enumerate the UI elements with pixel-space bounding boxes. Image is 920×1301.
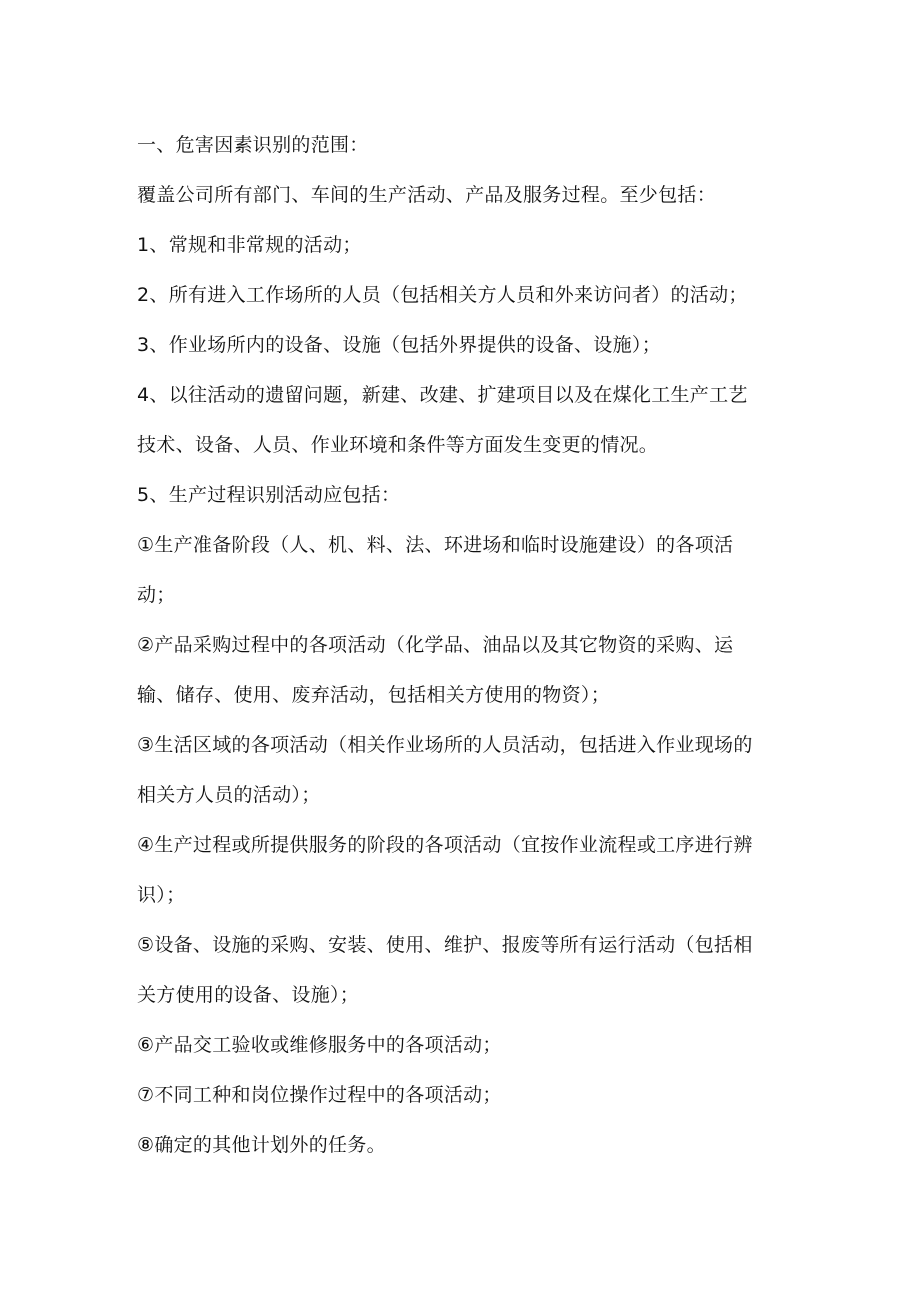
sub-item-3-line-1: ③生活区域的各项活动（相关作业场所的人员活动，包括进入作业现场的 <box>137 734 753 756</box>
sub-item-5-line-2: 关方使用的设备、设施）； <box>137 984 360 1006</box>
section-heading: 一、危害因素识别的范围： <box>137 134 369 156</box>
list-item-5: 5、生产过程识别活动应包括： <box>137 484 401 506</box>
list-item-2: 2、所有进入工作场所的人员（包括相关方人员和外来访问者）的活动； <box>137 284 748 306</box>
sub-item-4-line-2: 识）； <box>137 884 186 906</box>
list-item-4-line-2: 技术、设备、人员、作业环境和条件等方面发生变更的情况。 <box>137 434 659 456</box>
sub-item-5-line-1: ⑤设备、设施的采购、安装、使用、维护、报废等所有运行活动（包括相 <box>137 934 753 956</box>
sub-item-2-line-1: ②产品采购过程中的各项活动（化学品、油品以及其它物资的采购、运 <box>137 634 734 656</box>
sub-item-2-line-2: 输、储存、使用、废弃活动，包括相关方使用的物资）； <box>137 684 611 706</box>
scope-intro: 覆盖公司所有部门、车间的生产活动、产品及服务过程。至少包括： <box>137 184 717 206</box>
sub-item-4-line-1: ④生产过程或所提供服务的阶段的各项活动（宜按作业流程或工序进行辨 <box>137 834 753 856</box>
sub-item-6: ⑥产品交工验收或维修服务中的各项活动； <box>137 1034 502 1056</box>
document-body <box>137 120 787 1170</box>
sub-item-7: ⑦不同工种和岗位操作过程中的各项活动； <box>137 1084 502 1106</box>
list-item-4-line-1: 4、以往活动的遗留问题，新建、改建、扩建项目以及在煤化工生产工艺 <box>137 384 748 406</box>
list-item-1: 1、常规和非常规的活动； <box>137 234 362 256</box>
sub-item-1-line-2: 动； <box>137 584 176 606</box>
sub-item-3-line-2: 相关方人员的活动）； <box>137 784 321 806</box>
sub-item-1-line-1: ①生产准备阶段（人、机、料、法、环进场和临时设施建设）的各项活 <box>137 534 734 556</box>
sub-item-8: ⑧确定的其他计划外的任务。 <box>137 1134 386 1156</box>
list-item-3: 3、作业场所内的设备、设施（包括外界提供的设备、设施）； <box>137 334 661 356</box>
